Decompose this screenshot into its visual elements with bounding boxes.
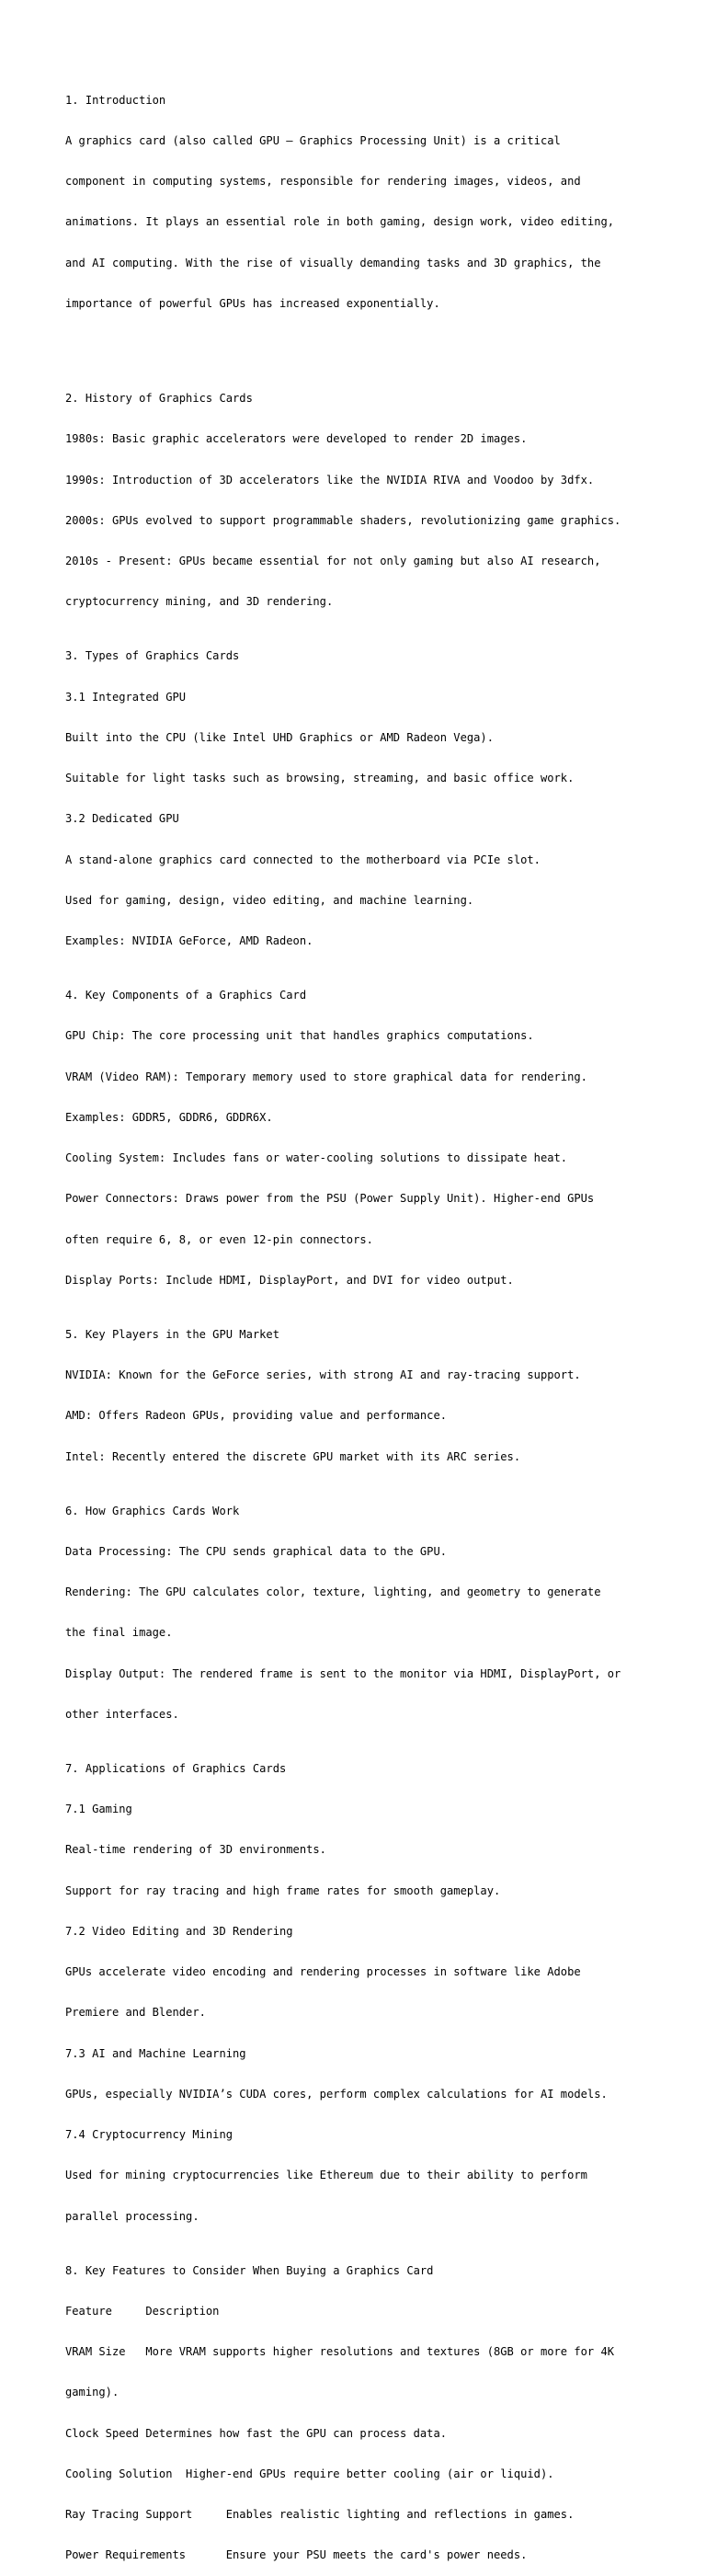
subsection-heading-crypto: 7.4 Cryptocurrency Mining [65, 2128, 233, 2141]
document-body [65, 66, 672, 2576]
paragraph-line: Used for mining cryptocurrencies like Ethereum due to their ability to perform [65, 2169, 587, 2182]
section-heading-components: 4. Key Components of a Graphics Card [65, 989, 307, 1002]
paragraph-line: Power Connectors: Draws power from the PSU (Power Supply Unit). Higher-end GPUs [65, 1192, 595, 1206]
paragraph-line: Used for gaming, design, video editing, and machine learning. [65, 893, 474, 907]
table-row: VRAM Size More VRAM supports higher resolutions and textures (8GB or more for 4K [65, 2345, 615, 2358]
paragraph-line: Cooling System: Includes fans or water-cooling solutions to dissipate heat. [65, 1151, 568, 1164]
table-row: Ray Tracing Support Enables realistic lighting and reflections in games. [65, 2508, 575, 2521]
paragraph-line: 2010s - Present: GPUs became essential for not only gaming but also AI research, [65, 555, 601, 567]
paragraph-line: GPU Chip: The core processing unit that handles graphics computations. [65, 1029, 534, 1043]
section-heading-history: 2. History of Graphics Cards [65, 392, 253, 405]
section-heading-players: 5. Key Players in the GPU Market [65, 1327, 279, 1341]
table-row: Cooling Solution Higher-end GPUs require better cooling (air or liquid). [65, 2467, 554, 2480]
paragraph-line: Examples: GDDR5, GDDR6, GDDR6X. [65, 1110, 273, 1124]
paragraph-line: A stand-alone graphics card connected to the motherboard via PCIe slot. [65, 853, 541, 866]
paragraph-line: other interfaces. [65, 1707, 179, 1721]
subsection-heading-ai: 7.3 AI and Machine Learning [65, 2046, 246, 2060]
paragraph-line: Rendering: The GPU calculates color, texture, lighting, and geometry to generate [65, 1586, 601, 1598]
paragraph-line: Support for ray tracing and high frame rates for smooth gameplay. [65, 1883, 501, 1897]
section-heading-types: 3. Types of Graphics Cards [65, 649, 240, 663]
paragraph-line: 2000s: GPUs evolved to support programmable shaders, revolutionizing game graphics. [65, 513, 621, 527]
subsection-heading-integrated: 3.1 Integrated GPU [65, 690, 187, 704]
paragraph-line: Built into the CPU (like Intel UHD Graphics or AMD Radeon Vega). [65, 730, 494, 744]
paragraph-line: A graphics card (also called GPU – Graphics Processing Unit) is a critical [65, 133, 561, 147]
blank-line [65, 338, 672, 351]
subsection-heading-gaming: 7.1 Gaming [65, 1803, 132, 1815]
paragraph-line: cryptocurrency mining, and 3D rendering. [65, 595, 334, 609]
paragraph-line: 1980s: Basic graphic accelerators were developed to render 2D images. [65, 432, 528, 446]
table-row: Power Requirements Ensure your PSU meets the card's power needs. [65, 2548, 528, 2562]
table-row: Clock Speed Determines how fast the GPU can process data. [65, 2426, 448, 2440]
subsection-heading-video: 7.2 Video Editing and 3D Rendering [65, 1924, 293, 1938]
paragraph-line: Intel: Recently entered the discrete GPU market with its ARC series. [65, 1449, 521, 1463]
paragraph-line: NVIDIA: Known for the GeForce series, with strong AI and ray-tracing support. [65, 1368, 581, 1381]
subsection-heading-dedicated: 3.2 Dedicated GPU [65, 812, 179, 826]
paragraph-line: the final image. [65, 1626, 173, 1640]
paragraph-line: VRAM (Video RAM): Temporary memory used to store graphical data for rendering. [65, 1070, 587, 1083]
paragraph-line: component in computing systems, responsible for rendering images, videos, and [65, 175, 581, 188]
paragraph-line: AMD: Offers Radeon GPUs, providing value and performance. [65, 1409, 448, 1423]
section-heading-applications: 7. Applications of Graphics Cards [65, 1761, 287, 1775]
paragraph-line: Examples: NVIDIA GeForce, AMD Radeon. [65, 934, 313, 947]
section-heading-features: 8. Key Features to Consider When Buying a Graphics Card [65, 2263, 434, 2277]
paragraph-line: and AI computing. With the rise of visually demanding tasks and 3D graphics, the [65, 256, 601, 269]
section-heading-introduction: 1. Introduction [65, 93, 166, 107]
table-row-continuation: gaming). [65, 2386, 120, 2399]
paragraph-line: Display Ports: Include HDMI, DisplayPort, and DVI for video output. [65, 1273, 514, 1287]
paragraph-line: parallel processing. [65, 2209, 199, 2223]
paragraph-line: GPUs, especially NVIDIA’s CUDA cores, perform complex calculations for AI models. [65, 2087, 608, 2101]
paragraph-line: Suitable for light tasks such as browsing, streaming, and basic office work. [65, 772, 575, 784]
paragraph-line: Data Processing: The CPU sends graphical data to the GPU. [65, 1544, 448, 1558]
paragraph-line: Real-time rendering of 3D environments. [65, 1843, 326, 1857]
paragraph-line: Display Output: The rendered frame is sent to the monitor via HDMI, DisplayPort, or [65, 1666, 621, 1680]
paragraph-line: Premiere and Blender. [65, 2006, 206, 2020]
paragraph-line: GPUs accelerate video encoding and rendering processes in software like Adobe [65, 1965, 581, 1978]
paragraph-line: animations. It plays an essential role in both gaming, design work, video editing, [65, 215, 615, 229]
paragraph-line: often require 6, 8, or even 12-pin connectors. [65, 1232, 373, 1246]
paragraph-line: importance of powerful GPUs has increased exponentially. [65, 296, 440, 310]
paragraph-line: 1990s: Introduction of 3D accelerators like the NVIDIA RIVA and Voodoo by 3dfx. [65, 473, 595, 487]
section-heading-how-it-works: 6. How Graphics Cards Work [65, 1504, 240, 1517]
table-header-row: Feature Description [65, 2304, 220, 2318]
